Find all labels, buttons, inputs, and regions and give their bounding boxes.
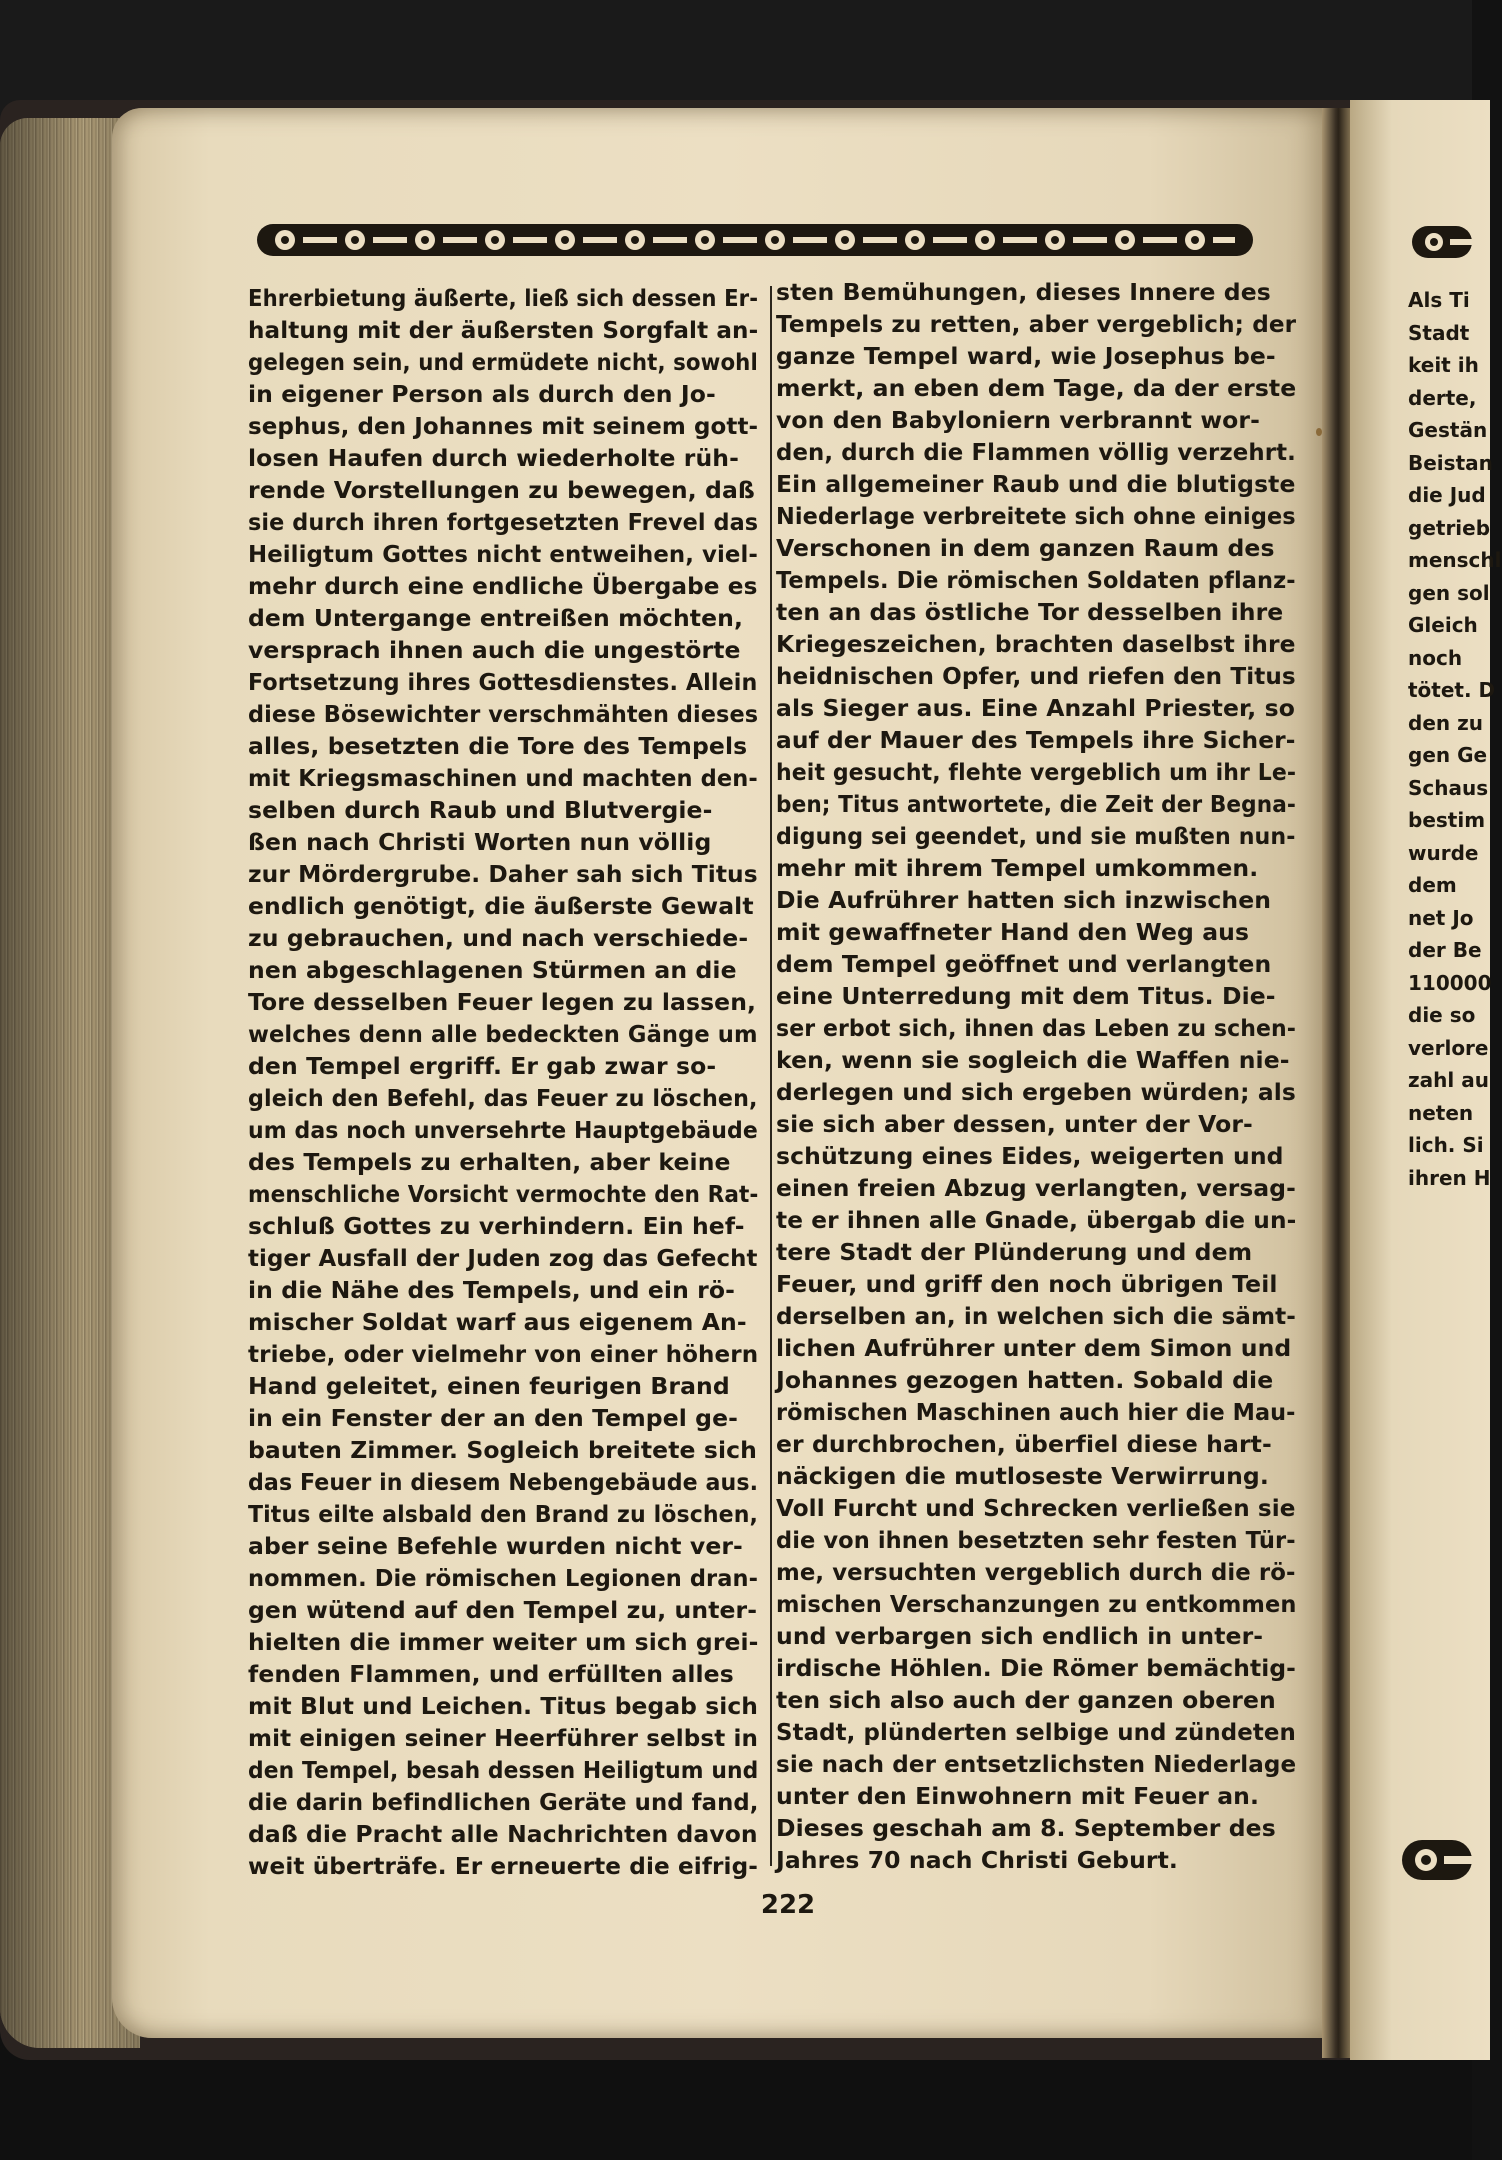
text-line: mit einigen seiner Heerführer selbst in (248, 1724, 758, 1752)
text-line: mit gewaffneter Hand den Weg aus (776, 918, 1250, 946)
text-line: alles, besetzten die Tore des Tempels (248, 732, 748, 760)
text-line: keit ih (1408, 353, 1479, 377)
text-line: versprach ihnen auch die ungestörte (248, 636, 741, 664)
text-line: weit überträfe. Er erneuerte die eifrig- (248, 1852, 758, 1880)
text-line: von den Babyloniern verbrannt wor- (776, 406, 1260, 434)
text-line: um das noch unversehrte Hauptgebäude (248, 1116, 758, 1144)
text-line: der Be (1408, 938, 1482, 962)
text-line: welches denn alle bedeckten Gänge um (248, 1020, 758, 1048)
facing-page-bottom-ornament (1402, 1830, 1472, 1890)
text-line: den Tempel, besah dessen Heiligtum und (248, 1756, 759, 1784)
text-line: gen sol (1408, 580, 1490, 605)
text-line: neten (1408, 1100, 1474, 1125)
text-line: digung sei geendet, und sie mußten nun- (776, 822, 1296, 850)
text-line: er durchbrochen, überfiel diese hart- (776, 1430, 1272, 1458)
text-line: das Feuer in diesem Nebengebäude aus. (248, 1468, 759, 1496)
text-line: mischer Soldat warf aus eigenem An- (248, 1308, 747, 1336)
text-line: den, durch die Flammen völlig verzehrt. (776, 438, 1296, 466)
text-line: Jahres 70 nach Christi Geburt. (776, 1846, 1178, 1874)
text-line: gen Ge (1408, 743, 1488, 767)
right-text-column (776, 276, 1296, 1876)
text-line: sephus, den Johannes mit seinem gott- (248, 412, 759, 440)
text-line: Heiligtum Gottes nicht entweihen, viel- (248, 540, 759, 568)
text-line: die so (1408, 1003, 1476, 1027)
text-line: schützung eines Eides, weigerten und (776, 1142, 1284, 1170)
book-gutter (1322, 108, 1352, 2058)
text-line: Ehrerbietung äußerte, ließ sich dessen Er- (248, 284, 759, 312)
text-line: Als Ti (1408, 288, 1470, 312)
text-line: getrieb (1408, 515, 1491, 540)
text-line: Tempels zu retten, aber vergeblich; der (776, 310, 1297, 338)
text-line: ßen nach Christi Worten nun völlig (248, 828, 712, 856)
chain-ornament-icon (255, 218, 1255, 262)
text-line: die darin befindlichen Geräte und fand, (248, 1788, 759, 1816)
text-line: Tempels. Die römischen Soldaten pflanz- (776, 566, 1296, 594)
text-line: verlore (1408, 1035, 1489, 1060)
text-line: hielten die immer weiter um sich grei- (248, 1628, 759, 1656)
text-line: und verbargen sich endlich in unter- (776, 1622, 1264, 1650)
text-line: noch (1408, 645, 1463, 670)
text-line: derlegen und sich ergeben würden; als (776, 1078, 1296, 1106)
text-line: dem Untergange entreißen möchten, (248, 604, 744, 632)
text-line: Voll Furcht und Schrecken verließen sie (776, 1494, 1296, 1522)
text-line: den zu (1408, 710, 1483, 735)
text-line: lichen Aufrührer unter dem Simon und (776, 1334, 1292, 1362)
text-line: Gestän (1408, 418, 1488, 442)
text-line: menschliche Vorsicht vermochte den Rat- (248, 1180, 759, 1208)
text-line: sie sich aber dessen, unter der Vor- (776, 1110, 1253, 1138)
text-line: gen wütend auf den Tempel zu, unter- (248, 1596, 758, 1624)
text-line: rende Vorstellungen zu bewegen, daß (248, 476, 755, 504)
text-line: Stadt, plünderten selbige und zündeten (776, 1718, 1296, 1746)
text-line: merkt, an eben dem Tage, da der erste (776, 374, 1297, 402)
text-line: dem Tempel geöffnet und verlangten (776, 950, 1272, 978)
facing-page-text (1408, 284, 1502, 1194)
text-line: losen Haufen durch wiederholte rüh- (248, 444, 739, 472)
text-line: bestim (1408, 808, 1486, 832)
text-line: derselben an, in welchen sich die sämt- (776, 1302, 1296, 1330)
text-line: tötet. D (1408, 678, 1496, 702)
text-line: net Jo (1408, 905, 1474, 930)
text-line: Hand geleitet, einen feurigen Brand (248, 1372, 730, 1400)
text-line: ten sich also auch der ganzen oberen (776, 1686, 1276, 1714)
text-line: Ein allgemeiner Raub und die blutigste (776, 470, 1296, 498)
text-line: in die Nähe des Tempels, und ein rö- (248, 1276, 735, 1304)
text-line: Dieses geschah am 8. September des (776, 1814, 1276, 1842)
text-line: aber seine Befehle wurden nicht ver- (248, 1532, 743, 1560)
text-line: lich. Si (1408, 1133, 1484, 1157)
header-ornament (255, 218, 1255, 262)
text-line: irdische Höhlen. Die Römer bemächtig- (776, 1654, 1296, 1682)
text-line: ganze Tempel ward, wie Josephus be- (776, 342, 1276, 370)
text-line: triebe, oder vielmehr von einer höhern (248, 1340, 759, 1368)
text-line: Schaus (1408, 775, 1489, 800)
text-line: zahl au (1408, 1068, 1489, 1092)
text-line: in eigener Person als durch den Jo- (248, 380, 716, 408)
text-line: mehr durch eine endliche Übergabe es (248, 572, 758, 600)
text-line: näckigen die mutloseste Verwirrung. (776, 1462, 1269, 1490)
text-line: gelegen sein, und ermüdete nicht, sowohl (248, 348, 758, 376)
text-line: den Tempel ergriff. Er gab zwar so- (248, 1052, 717, 1080)
text-line: derte, (1408, 385, 1477, 410)
text-line: nommen. Die römischen Legionen dran- (248, 1564, 759, 1592)
text-line: bauten Zimmer. Sogleich breitete sich (248, 1436, 757, 1464)
text-line: dem (1408, 873, 1457, 897)
text-line: te er ihnen alle Gnade, übergab die un- (776, 1206, 1297, 1234)
text-line: selben durch Raub und Blutvergie- (248, 796, 713, 824)
text-line: römischen Maschinen auch hier die Mau- (776, 1398, 1296, 1426)
text-line: mehr mit ihrem Tempel umkommen. (776, 854, 1259, 882)
text-line: schluß Gottes zu verhindern. Ein hef- (248, 1212, 745, 1240)
text-line: Fortsetzung ihres Gottesdienstes. Allein (248, 668, 758, 696)
text-line: Die Aufrührer hatten sich inzwischen (776, 886, 1272, 914)
text-line: einen freien Abzug verlangten, versag- (776, 1174, 1296, 1202)
text-line: sie nach der entsetzlichsten Niederlage (776, 1750, 1297, 1778)
text-line: Beistan (1408, 450, 1493, 475)
text-line: heidnischen Opfer, und riefen den Titus (776, 662, 1296, 690)
text-line: unter den Einwohnern mit Feuer an. (776, 1782, 1260, 1810)
text-line: menschl (1408, 548, 1502, 572)
text-line: in ein Fenster der an den Tempel ge- (248, 1404, 738, 1432)
text-line: diese Bösewichter verschmähten dieses (248, 700, 759, 728)
text-line: ben; Titus antwortete, die Zeit der Begna- (776, 790, 1296, 818)
text-line: ihren H (1408, 1165, 1491, 1190)
text-line: me, versuchten vergeblich durch die rö- (776, 1558, 1296, 1586)
text-line: sie durch ihren fortgesetzten Frevel das (248, 508, 759, 536)
text-line: eine Unterredung mit dem Titus. Die- (776, 982, 1276, 1010)
paper-fleck (1316, 428, 1322, 436)
text-line: Tore desselben Feuer legen zu lassen, (248, 988, 757, 1016)
text-line: mit Kriegsmaschinen und machten den- (248, 764, 758, 792)
text-line: mischen Verschanzungen zu entkommen (776, 1590, 1297, 1618)
text-line: daß die Pracht alle Nachrichten davon (248, 1820, 758, 1848)
text-line: als Sieger aus. Eine Anzahl Priester, so (776, 694, 1295, 722)
text-line: die von ihnen besetzten sehr festen Tür- (776, 1526, 1296, 1554)
text-line: ten an das östliche Tor desselben ihre (776, 598, 1284, 626)
text-line: endlich genötigt, die äußerste Gewalt (248, 892, 754, 920)
text-line: ken, wenn sie sogleich die Waffen nie- (776, 1046, 1290, 1074)
facing-page-ornament (1412, 222, 1472, 262)
chain-ornament-icon (1412, 222, 1472, 262)
text-line: des Tempels zu erhalten, aber keine (248, 1148, 731, 1176)
text-line: fenden Flammen, und erfüllten alles (248, 1660, 734, 1688)
text-line: 110000 (1408, 970, 1492, 995)
column-divider (770, 286, 772, 1866)
text-line: nen abgeschlagenen Stürmen an die (248, 956, 737, 984)
text-line: zur Mördergrube. Daher sah sich Titus (248, 860, 758, 888)
text-line: Gleich (1408, 613, 1478, 637)
text-line: Verschonen in dem ganzen Raum des (776, 534, 1275, 562)
text-line: Titus eilte alsbald den Brand zu löschen, (248, 1500, 759, 1528)
text-line: Niederlage verbreitete sich ohne einiges (776, 502, 1296, 530)
text-line: gleich den Befehl, das Feuer zu löschen, (248, 1084, 758, 1112)
text-line: Feuer, und griff den noch übrigen Teil (776, 1270, 1278, 1298)
text-line: Stadt (1408, 320, 1470, 345)
text-line: mit Blut und Leichen. Titus begab sich (248, 1692, 759, 1720)
page-number: 222 (760, 1890, 816, 1920)
chain-ornament-icon (1402, 1830, 1472, 1890)
text-line: ser erbot sich, ihnen das Leben zu schen- (776, 1014, 1297, 1042)
text-line: haltung mit der äußersten Sorgfalt an- (248, 316, 759, 344)
text-line: tiger Ausfall der Juden zog das Gefecht (248, 1244, 758, 1272)
text-line: heit gesucht, flehte vergeblich um ihr Le- (776, 758, 1297, 786)
text-line: wurde (1408, 840, 1479, 865)
left-text-column (248, 282, 758, 1882)
text-line: zu gebrauchen, und nach verschiede- (248, 924, 749, 952)
text-line: sten Bemühungen, dieses Innere des (776, 278, 1271, 306)
text-line: Johannes gezogen hatten. Sobald die (776, 1366, 1274, 1394)
text-line: die Jud (1408, 483, 1486, 507)
text-line: auf der Mauer des Tempels ihre Sicher- (776, 726, 1296, 754)
text-line: tere Stadt der Plünderung und dem (776, 1238, 1253, 1266)
text-line: Kriegeszeichen, brachten daselbst ihre (776, 630, 1296, 658)
